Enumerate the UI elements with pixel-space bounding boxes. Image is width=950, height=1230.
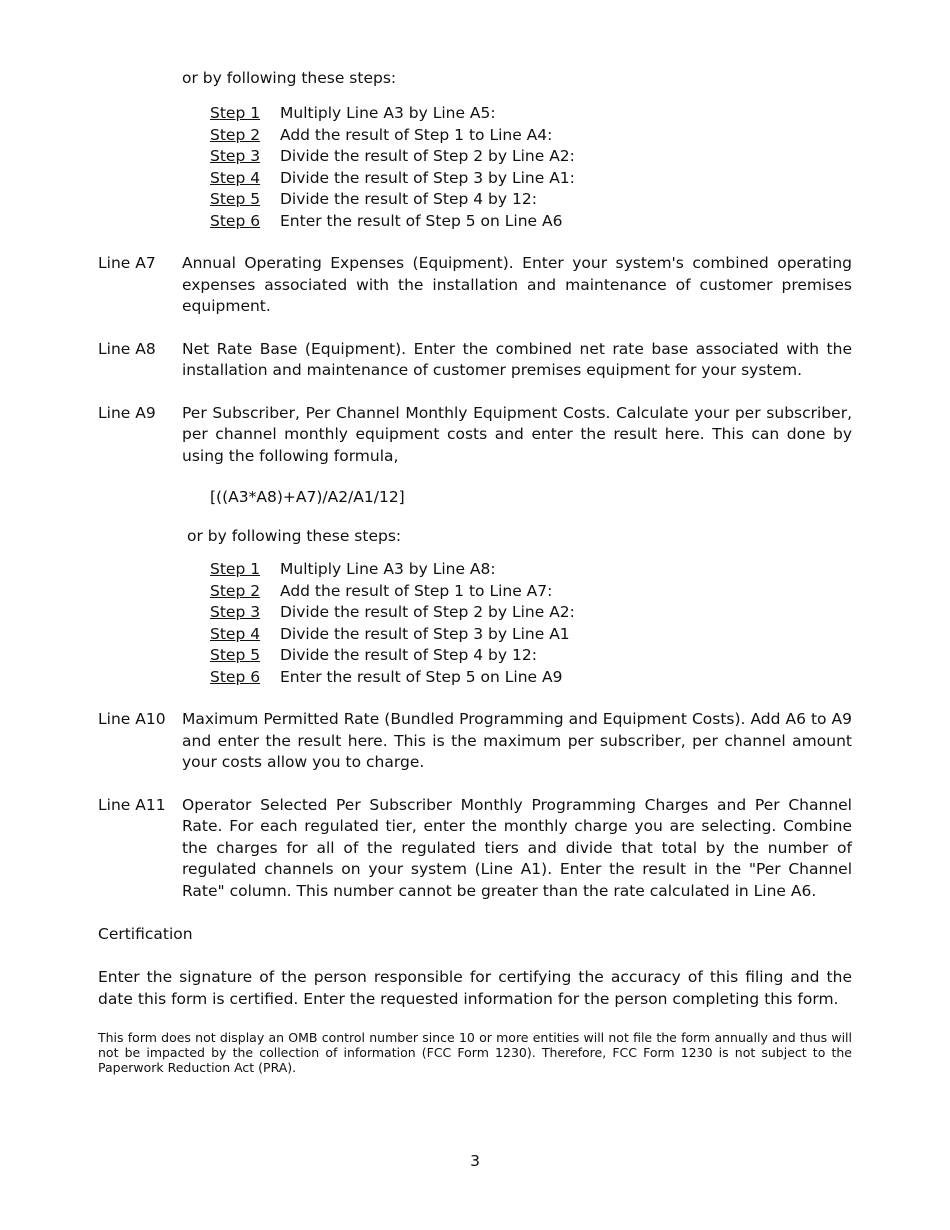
step-row xyxy=(210,602,852,624)
steps-intro: or by following these steps: xyxy=(182,69,397,87)
line-label: Line A8 xyxy=(98,339,156,358)
step-label: Step 2 xyxy=(210,125,261,144)
step-label: Step 5 xyxy=(210,190,261,208)
steps-list-a9 xyxy=(210,559,852,688)
step-label: Step 4 xyxy=(210,624,261,643)
step-label: Step 3 xyxy=(210,147,261,165)
page-number: 3 xyxy=(470,1152,480,1170)
certification-heading: Certification xyxy=(98,925,193,943)
line-label: Line A10 xyxy=(98,710,166,728)
step-label: Step 2 xyxy=(210,581,261,600)
step-text: Divide the result of Step 3 by Line A1: xyxy=(280,168,575,187)
step-row xyxy=(210,211,852,233)
step-row xyxy=(210,624,852,646)
line-description: Net Rate Base (Equipment). Enter the combined net rate base associated with the installation and maintenance of customer premises equipment for your system. xyxy=(182,339,852,379)
step-text: Enter the result of Step 5 on Line A9 xyxy=(280,667,563,686)
step-text: Divide the result of Step 3 by Line A1 xyxy=(280,624,570,643)
line-a7-block xyxy=(98,253,852,318)
step-label: Step 1 xyxy=(210,560,261,578)
step-label: Step 5 xyxy=(210,646,261,664)
step-text: Multiply Line A3 by Line A5: xyxy=(280,104,496,122)
line-description: Maximum Permitted Rate (Bundled Programming and Equipment Costs). Add A6 to A9 and enter the result here. This is the maximum per subscriber, per channel amount your costs allow you to charge. xyxy=(182,710,852,771)
step-row xyxy=(210,667,852,689)
line-label: Line A9 xyxy=(98,403,156,422)
step-text: Divide the result of Step 4 by 12: xyxy=(280,190,537,208)
step-label: Step 6 xyxy=(210,667,261,686)
page-content xyxy=(98,67,852,1075)
step-text: Divide the result of Step 4 by 12: xyxy=(280,646,537,664)
line-description: Annual Operating Expenses (Equipment). Enter your system's combined operating expenses associated with the installation and maintenance of customer premises equipment. xyxy=(182,254,852,315)
line-label: Line A11 xyxy=(98,795,166,814)
line-a10-block xyxy=(98,709,852,774)
step-row xyxy=(210,168,852,190)
step-row xyxy=(210,645,852,667)
step-row xyxy=(210,146,852,168)
line-a8-block xyxy=(98,339,852,382)
line-description: Operator Selected Per Subscriber Monthly Programming Charges and Per Channel Rate. For each regulated tier, enter the monthly charge you are selecting. Combine the charges for all of the regulated tiers and divide that total by the number of regulated channels on your system (Line A1). Enter the result in the "Per Channel Rate" column. This number cannot be greater than the rate calculated in Line A6. xyxy=(182,795,852,900)
paperwork-notice: This form does not display an OMB control number since 10 or more entities will not file the form annually and thus will not be impacted by the collection of information (FCC Form 1230). Therefore, FCC Form 1230 is not subject to the Paperwork Reduction Act (PRA). xyxy=(98,1030,852,1075)
step-row xyxy=(210,103,852,125)
steps-list-a6 xyxy=(210,103,852,232)
step-label: Step 6 xyxy=(210,211,261,230)
step-label: Step 1 xyxy=(210,104,261,122)
step-text: Multiply Line A3 by Line A8: xyxy=(280,560,496,578)
line-label: Line A7 xyxy=(98,254,156,272)
formula: [((A3*A8)+A7)/A2/A1/12] xyxy=(210,488,405,506)
step-text: Divide the result of Step 2 by Line A2: xyxy=(280,603,575,621)
step-text: Add the result of Step 1 to Line A7: xyxy=(280,581,553,600)
step-text: Enter the result of Step 5 on Line A6 xyxy=(280,211,563,230)
line-description: Per Subscriber, Per Channel Monthly Equipment Costs. Calculate your per subscriber, per channel monthly equipment costs and enter the result here. This can done by using the following formula, xyxy=(182,403,852,465)
line-a9-block xyxy=(98,403,852,468)
certification-text: Enter the signature of the person responsible for certifying the accuracy of this filing and the date this form is certified. Enter the requested information for the person completing this form. xyxy=(98,968,852,1008)
steps-intro: or by following these steps: xyxy=(187,527,402,545)
step-row xyxy=(210,581,852,603)
step-label: Step 3 xyxy=(210,603,261,621)
step-text: Add the result of Step 1 to Line A4: xyxy=(280,125,553,144)
step-row xyxy=(210,125,852,147)
step-row xyxy=(210,559,852,581)
line-a11-block xyxy=(98,795,852,903)
step-row xyxy=(210,189,852,211)
step-text: Divide the result of Step 2 by Line A2: xyxy=(280,147,575,165)
step-label: Step 4 xyxy=(210,168,261,187)
